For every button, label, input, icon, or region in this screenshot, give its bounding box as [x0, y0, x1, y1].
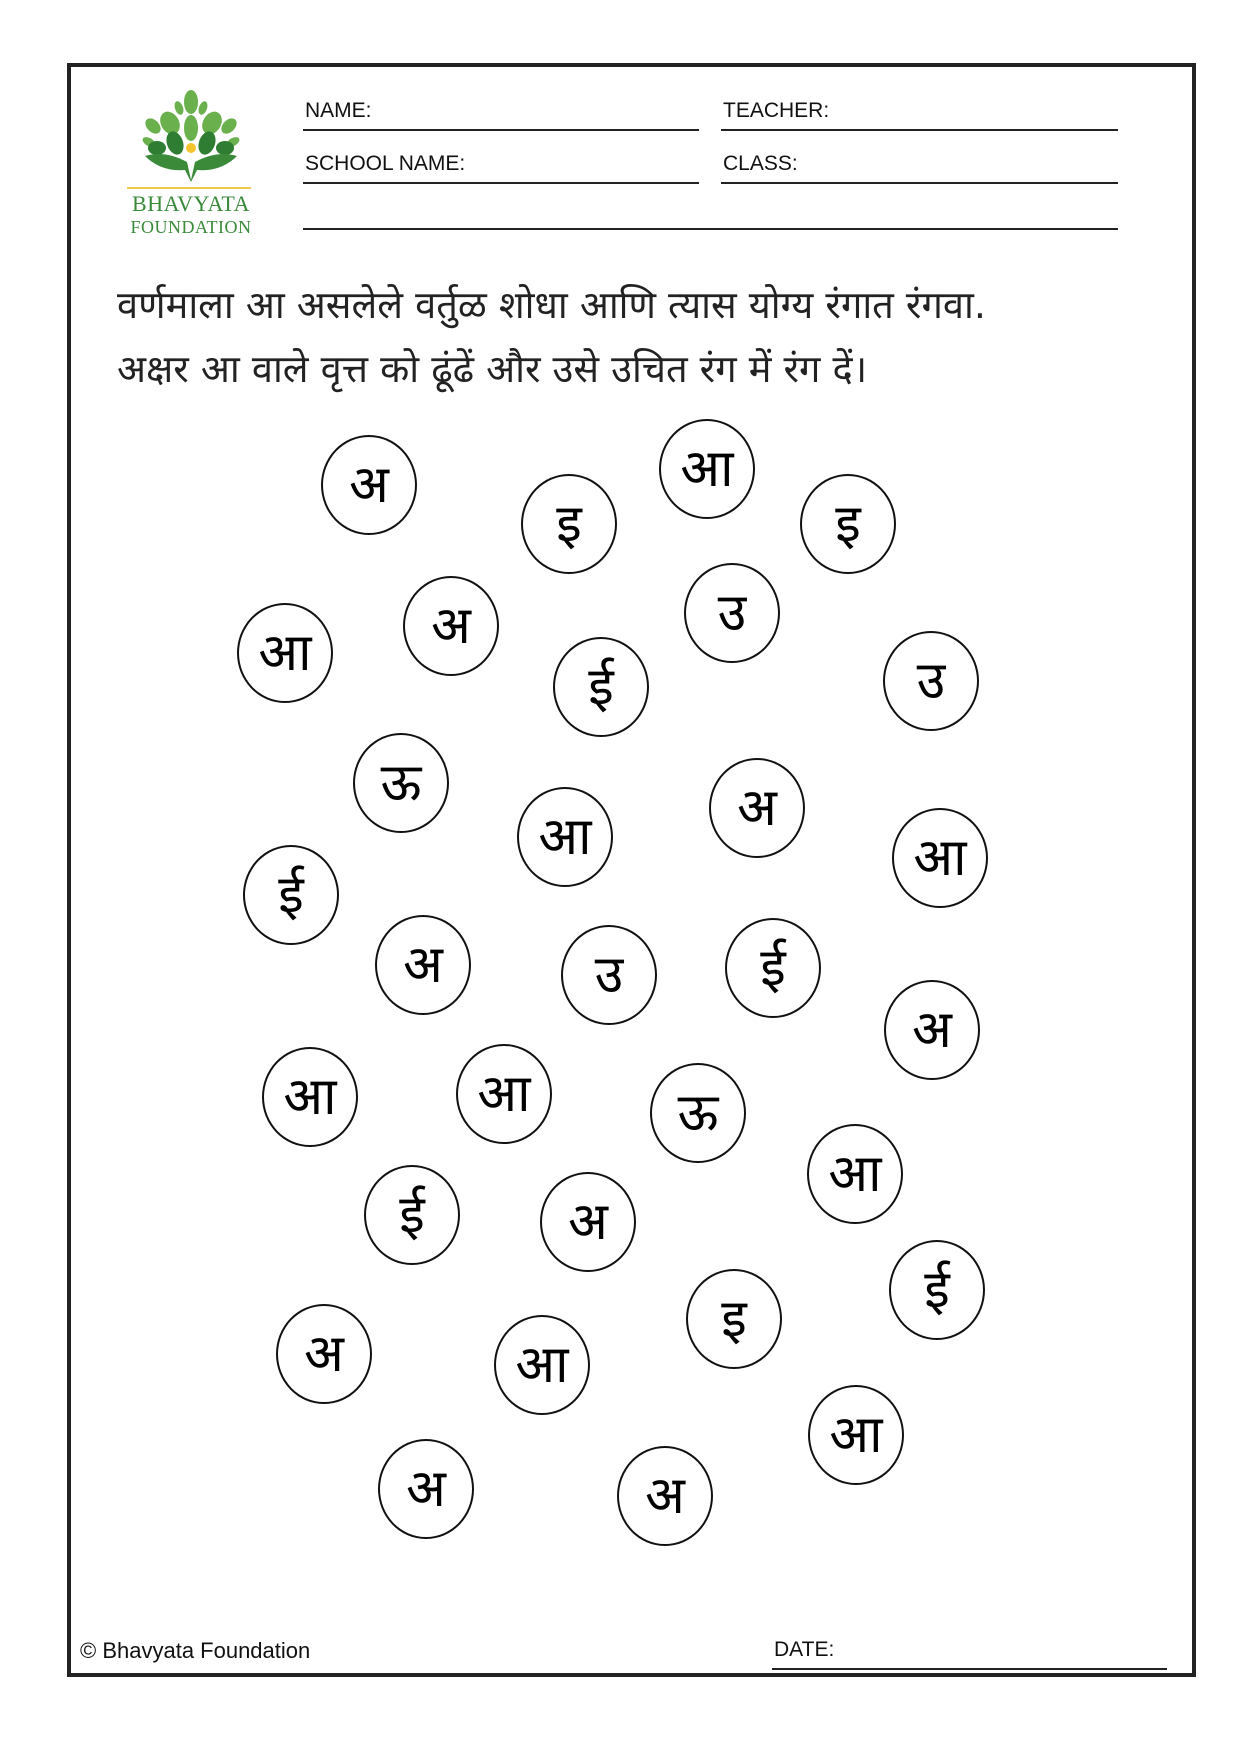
class-label: CLASS: — [723, 152, 798, 175]
letter-circle[interactable]: अ — [884, 980, 980, 1080]
letter-circle[interactable]: उ — [561, 925, 657, 1025]
letter-circle[interactable]: आ — [494, 1315, 590, 1415]
letter-circle[interactable]: उ — [883, 631, 979, 731]
letter-circle[interactable]: आ — [237, 603, 333, 703]
letter-circle[interactable]: ई — [889, 1240, 985, 1340]
letter-circle[interactable]: इ — [800, 474, 896, 574]
letter-circle[interactable]: अ — [276, 1304, 372, 1404]
letter-circle[interactable]: ई — [243, 845, 339, 945]
letter-circle[interactable]: ऊ — [353, 733, 449, 833]
letter-circle[interactable]: ई — [553, 637, 649, 737]
logo-title: BHAVYATA — [132, 191, 250, 216]
letter-circle[interactable]: आ — [517, 787, 613, 887]
letter-circle[interactable]: आ — [807, 1124, 903, 1224]
letter-circle[interactable]: अ — [403, 576, 499, 676]
letter-circle[interactable]: इ — [686, 1269, 782, 1369]
letter-circle[interactable]: उ — [684, 563, 780, 663]
extra-line — [303, 228, 1118, 230]
letter-circle[interactable]: अ — [709, 758, 805, 858]
school-name-line — [303, 182, 699, 184]
letter-circle[interactable]: आ — [262, 1047, 358, 1147]
class-field[interactable] — [721, 148, 1118, 184]
name-label: NAME: — [305, 99, 372, 122]
letter-circle[interactable]: इ — [521, 474, 617, 574]
instruction-marathi: वर्णमाला आ असलेले वर्तुळ शोधा आणि त्यास योग्य रंगात रंगवा. — [117, 283, 986, 327]
letter-circle[interactable]: आ — [808, 1385, 904, 1485]
letter-circle[interactable]: अ — [321, 435, 417, 535]
bhavyata-logo — [125, 88, 257, 243]
letter-circle[interactable]: अ — [375, 915, 471, 1015]
name-line — [303, 129, 699, 131]
letter-circle[interactable]: अ — [378, 1439, 474, 1539]
copyright-text: © Bhavyata Foundation — [80, 1638, 311, 1663]
name-field[interactable] — [303, 95, 699, 131]
teacher-label: TEACHER: — [723, 99, 830, 122]
class-line — [721, 182, 1118, 184]
date-field[interactable] — [772, 1630, 1167, 1670]
date-label: DATE: — [774, 1638, 835, 1661]
school-name-label: SCHOOL NAME: — [305, 152, 466, 175]
letter-circle[interactable]: ऊ — [650, 1063, 746, 1163]
letter-circle[interactable]: अ — [617, 1446, 713, 1546]
letter-circle[interactable]: आ — [659, 419, 755, 519]
letter-circle[interactable]: आ — [892, 808, 988, 908]
logo-divider — [127, 187, 251, 189]
letter-circle[interactable]: ई — [725, 918, 821, 1018]
letter-circle[interactable]: अ — [540, 1172, 636, 1272]
logo-subtitle: FOUNDATION — [130, 217, 252, 237]
instruction-hindi: अक्षर आ वाले वृत्त को ढूंढें और उसे उचित रंग में रंग दें। — [117, 347, 868, 391]
letter-circle[interactable]: ई — [364, 1165, 460, 1265]
teacher-field[interactable] — [721, 95, 1118, 131]
school-name-field[interactable] — [303, 148, 699, 184]
tree-hands-logo-icon — [125, 88, 257, 188]
teacher-line — [721, 129, 1118, 131]
letter-circle[interactable]: आ — [456, 1044, 552, 1144]
date-line — [772, 1668, 1167, 1670]
extra-line-field[interactable] — [303, 200, 1118, 230]
